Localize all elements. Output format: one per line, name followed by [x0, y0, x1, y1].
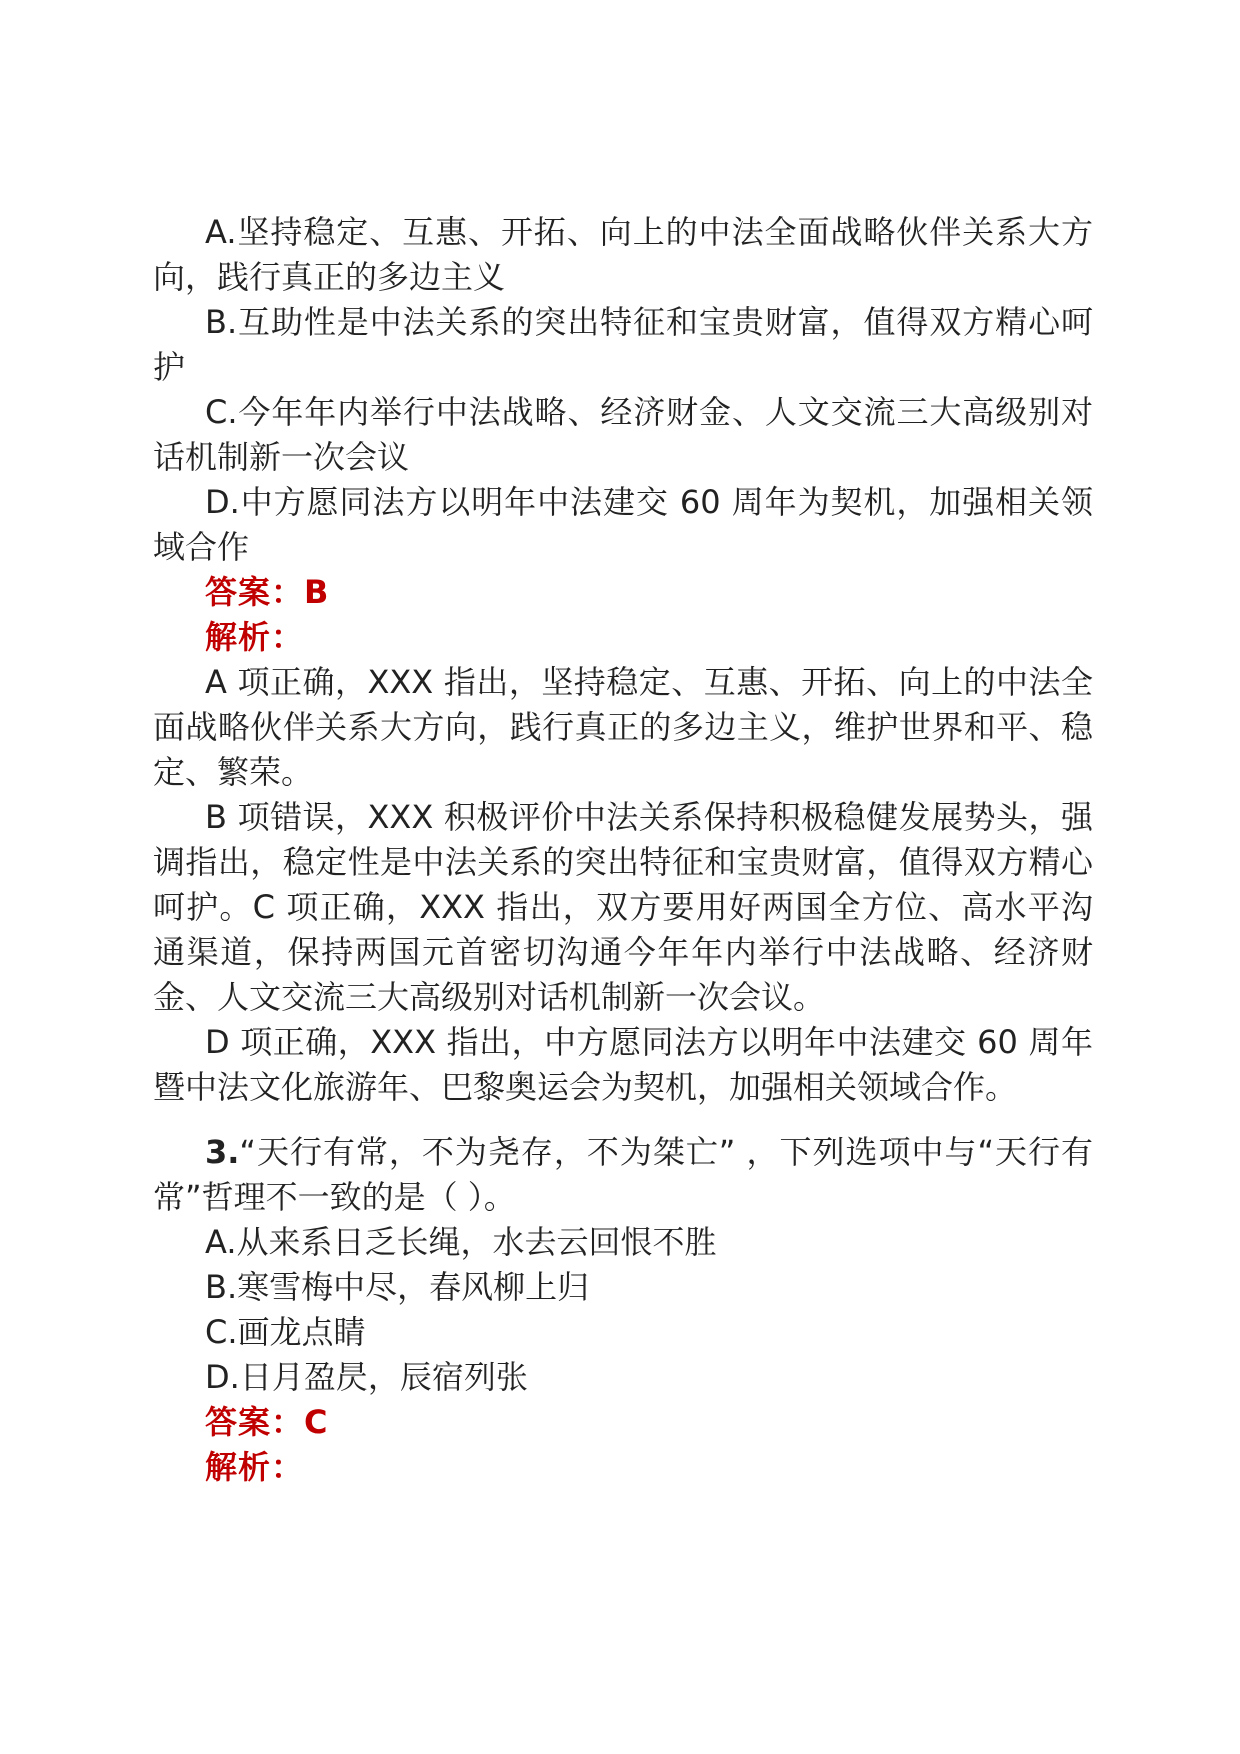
q3-option-a: A.从来系日乏长绳，水去云回恨不胜	[205, 1223, 717, 1261]
section-gap	[153, 1110, 1093, 1130]
q2-answer: 答案：B	[205, 573, 330, 611]
q3-stem-text: “天行有常，不为尧存，不为桀亡” ，下列选项中与“天行有常”哲理不一致的是（ ）。	[153, 1133, 1093, 1216]
q3-option-c: C.画龙点睛	[205, 1313, 366, 1351]
q3-number: 3.	[205, 1133, 240, 1171]
q3-stem	[153, 1130, 1093, 1220]
q2-analysis-a: A 项正确，XXX 指出，坚持稳定、互惠、开拓、向上的中法全面战略伙伴关系大方向，践行真正的多边主义，维护世界和平、稳定、繁荣。	[153, 663, 1093, 791]
q2-analysis-b: B 项错误，XXX 积极评价中法关系保持积极稳健发展势头，强调指出，稳定性是中法关系的突出特征和宝贵财富，值得双方精心呵护。C 项正确，XXX 指出，双方要用好两国全方位、高水平沟通渠道，保持两国元首密切沟通今年年内举行中法战略、经济财金、人文交流三大高级别对话机制新一次会议。	[153, 798, 1093, 1016]
q3-option-d: D.日月盈昃，辰宿列张	[205, 1358, 528, 1396]
q2-analysis-d: D 项正确，XXX 指出，中方愿同法方以明年中法建交 60 周年暨中法文化旅游年、巴黎奥运会为契机，加强相关领域合作。	[153, 1023, 1093, 1106]
q3-answer: 答案：C	[205, 1403, 329, 1441]
q2-option-d: D.中方愿同法方以明年中法建交 60 周年为契机，加强相关领域合作	[153, 483, 1093, 566]
q3-analysis-label: 解析：	[205, 1448, 305, 1486]
q2-option-a: A.坚持稳定、互惠、开拓、向上的中法全面战略伙伴关系大方向，践行真正的多边主义	[153, 213, 1093, 296]
document-page	[153, 210, 1093, 1490]
q3-option-b: B.寒雪梅中尽，春风柳上归	[205, 1268, 590, 1306]
q2-option-b: B.互助性是中法关系的突出特征和宝贵财富，值得双方精心呵护	[153, 303, 1093, 386]
q2-analysis-label: 解析：	[205, 618, 305, 656]
q2-option-c: C.今年年内举行中法战略、经济财金、人文交流三大高级别对话机制新一次会议	[153, 393, 1093, 476]
